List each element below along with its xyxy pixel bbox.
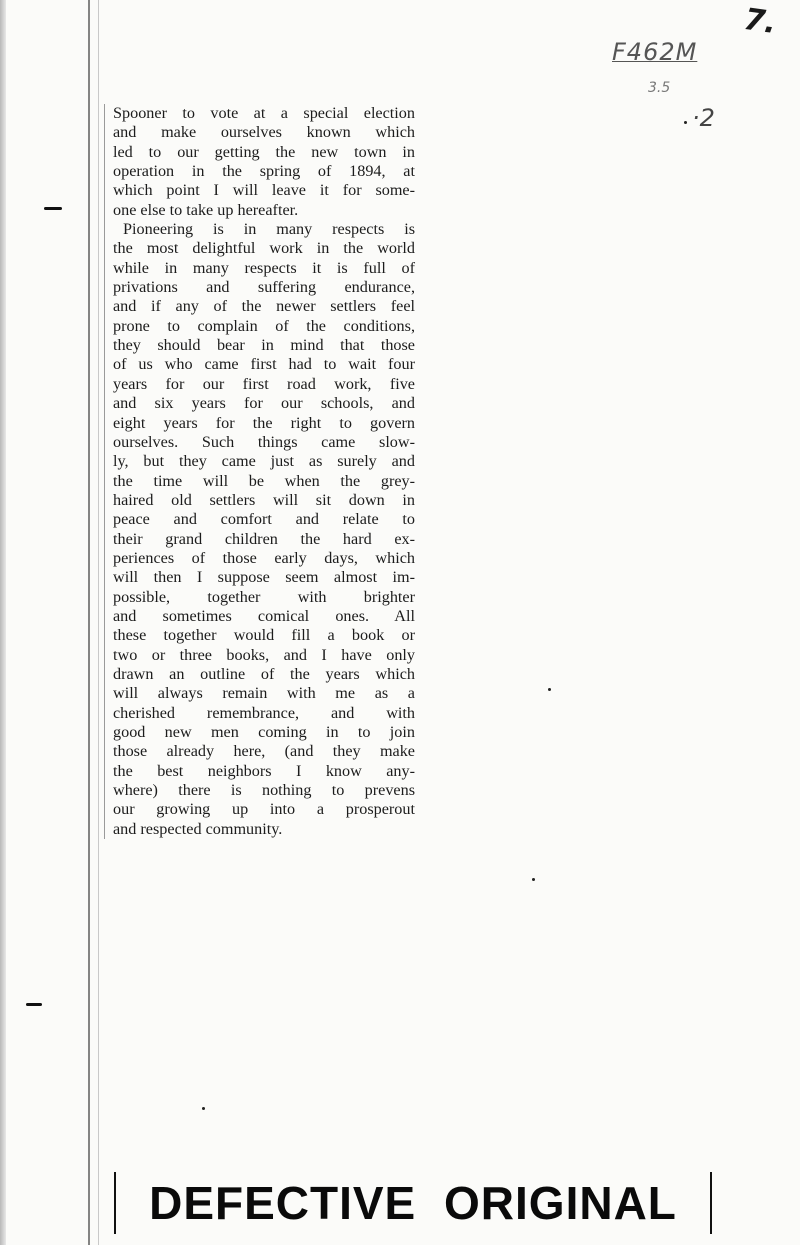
article-line: haired old settlers will sit down in [113,490,415,509]
margin-mark [26,1003,42,1006]
article-line: they should bear in mind that those [113,336,415,355]
article-line: the most delightful work in the world [113,239,415,258]
article-line: one else to take up hereafter. [113,200,299,219]
article-line: our growing up into a prosperout [113,800,415,819]
article-line: will always remain with me as a [113,684,415,703]
speck [548,688,551,691]
article-line: Spooner to vote at a special election [113,104,415,122]
article-line: and six years for our schools, and [113,394,415,413]
handwritten-catalog-mark: F462M [612,38,698,66]
article-line: prone to complain of the conditions, [113,316,415,335]
speck [684,121,687,124]
article-line: operation in the spring of 1894, at [113,162,415,181]
article-line: their grand children the hard ex- [113,529,415,548]
handwritten-small-mark: 3.5 [648,80,671,96]
article-line: cherished remembrance, and with [113,703,415,722]
article-line: which point I will leave it for some- [113,181,415,200]
handwritten-dot-mark: ·2 [692,104,715,132]
article-line: those already here, (and they make [113,742,415,761]
margin-rule [88,0,90,1245]
article-line: years for our first road work, five [113,374,415,393]
article-line: Pioneering is in many respects is [123,220,415,239]
article-line: and make ourselves known which [113,123,415,142]
article-line: ly, but they came just as surely and [113,452,415,471]
article-line: where) there is nothing to prevens [113,781,415,800]
defective-original-stamp [114,1172,712,1234]
speck [532,878,535,881]
article-line: while in many respects it is full of [113,258,415,277]
article-line: eight years for the right to govern [113,413,415,432]
article-line: led to our getting the new town in [113,142,415,161]
article-line: will then I suppose seem almost im- [113,568,415,587]
article-line: the best neighbors I know any- [113,761,415,780]
article-line: good new men coming in to join [113,723,415,741]
page-edge-shadow [0,0,6,1245]
margin-rule-faint [98,0,99,1245]
article-line: and if any of the newer settlers feel [113,297,415,316]
article-line: and respected community. [113,819,283,838]
article-line: of us who came first had to wait four [113,355,415,374]
article-line: peace and comfort and relate to [113,510,415,529]
article-line: drawn an outline of the years which [113,664,415,683]
newspaper-article-column [104,104,415,839]
article-line: these together would fill a book or [113,626,415,645]
margin-mark [44,207,62,210]
handwritten-page-number: 7. [741,1,779,42]
article-line: two or three books, and I have only [113,645,415,664]
speck [202,1107,205,1110]
article-line: possible, together with brighter [113,587,415,606]
article-line: periences of those early days, which [113,548,415,567]
article-line: ourselves. Such things came slow- [113,432,415,451]
stamp-text: DEFECTIVE ORIGINAL [149,1177,677,1229]
article-line: the time will be when the grey- [113,471,415,490]
article-line: and sometimes comical ones. All [113,606,415,625]
article-line: privations and suffering endurance, [113,278,415,297]
